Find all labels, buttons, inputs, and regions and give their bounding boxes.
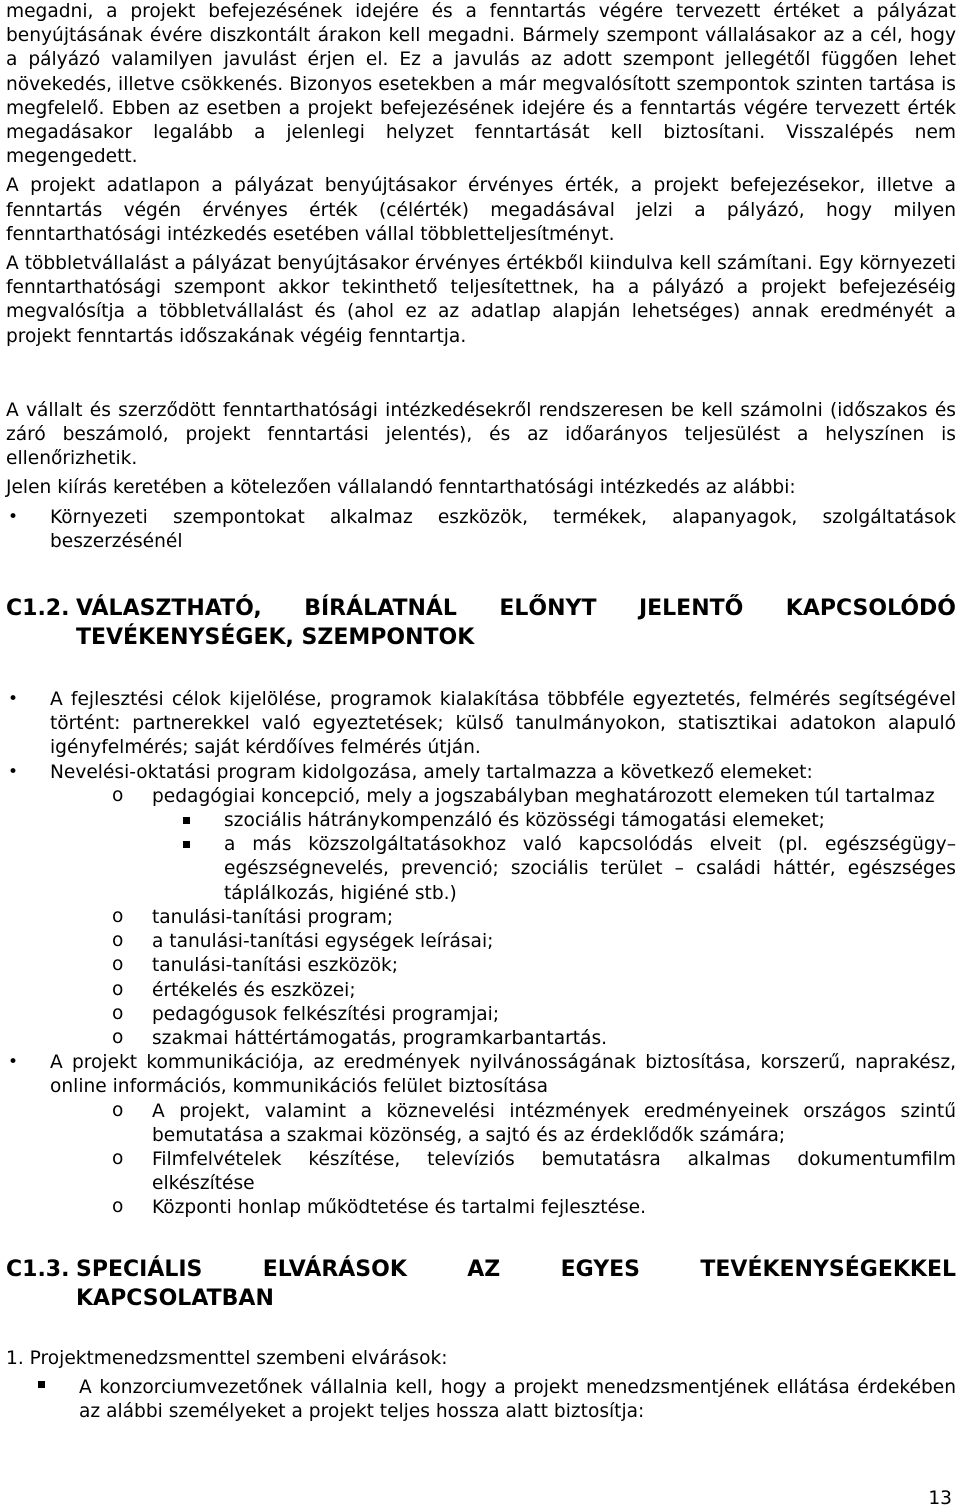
bullet-marker: • [8,689,19,710]
sub-marker: o [112,954,124,976]
section-number: C1.2. [6,596,70,622]
sub-list-item [112,1027,956,1051]
list-item-text: szakmai háttértámogatás, programkarbantartás. [152,1027,608,1049]
sub-marker: o [112,784,124,806]
bullet-marker: • [8,1052,19,1073]
list-item-text: A projekt, valamint a köznevelési intézmények eredményeinek országos szintű bemutatása a szakmai közönség, a sajtó és az érdeklődők számára; [152,1100,956,1146]
paragraph-beszamolo: A vállalt és szerződött fenntarthatósági intézkedésekről rendszeresen be kell számolni (időszakos és záró beszámoló, projekt fenntartási jelentés), és az időarányos teljesülést a helyszínen is ellenőrizhetik. [6,399,956,470]
bullet-marker: • [8,761,19,782]
list-item-text: A projekt kommunikációja, az eredmények nyilvánosságának biztosítása, korszerű, naprakész, online információs, kommunikációs felület biztosítása [50,1052,956,1098]
section-title: VÁLASZTHATÓ, BÍRÁLATNÁL ELŐNYT JELENTŐ KAPCSOLÓDÓ TEVÉKENYSÉGEK, SZEMPONTOK [76,596,956,651]
paragraph-kotelezo: Jelen kiírás keretében a kötelezően vállalandó fenntarthatósági intézkedés az alábbi: [6,477,796,499]
list-item-text: a más közszolgáltatásokhoz való kapcsolódás elveit (pl. egészségügy–egészségnevelés, prevenció; szociális terület – családi háttér, egészséges táplálkozás, higiéné stb.) [224,834,956,904]
square-marker [183,833,224,906]
section-number: C1.3. [6,1256,70,1282]
list-item-text: tanulási-tanítási program; [152,906,394,928]
sub-list-item [112,1003,956,1027]
sub-marker: o [112,1026,124,1048]
list-item-text: Filmfelvételek készítése, televíziós bemutatásra alkalmas dokumentumfilm elkészítése [152,1148,956,1195]
bullet-marker: • [8,506,19,527]
sub-marker: o [112,905,124,927]
square-marker [183,809,224,833]
page-number: 13 [928,1488,952,1509]
list-item-text: pedagógusok felkészítési programjai; [152,1003,500,1025]
sub-marker: o [112,1147,124,1169]
list-intro: 1. Projektmenedzsmenttel szembeni elvárások: [6,1347,448,1369]
list-item-text: Környezeti szempontokat alkalmaz eszközök, termékek, alapanyagok, szolgáltatások beszerzésénél [50,506,956,552]
sub-marker: o [112,1099,124,1121]
section-title: SPECIÁLIS ELVÁRÁSOK AZ EGYES TEVÉKENYSÉGEKKEL KAPCSOLATBAN [76,1256,956,1311]
list-item [6,506,956,554]
list-item-text: Központi honlap működtetése és tartalmi fejlesztése. [152,1197,647,1219]
sub-list-item [112,1196,956,1220]
list-item-text: értékelés és eszközei; [152,979,356,1001]
sub-list-item [112,954,956,978]
list-item-text: A fejlesztési célok kijelölése, programok kialakítása többféle egyeztetés, felmérés segítségével történt: partnerekkel való egyeztetések; külső tanulmányokon, statisztikai adatokon alapuló igényfelmérés; saját kérdőíves felmérés útján. [50,689,956,759]
sub-marker: o [112,930,124,952]
sub-marker: o [112,1196,124,1218]
list-item-text: pedagógiai koncepció, mely a jogszabályban meghatározott elemeken túl tartalmaz [152,785,935,807]
list-item [6,1051,956,1099]
paragraph-intro: megadni, a projekt befejezésének idejére és a fenntartás végére tervezett értéket a pályázat benyújtásának évére diszkontált árakon kell megadni. Bármely szempont vállalásakor az a cél, hogy a pályázó valamilyen javulást érjen el. Ez a javulás az adott szempont jellegétől függően lehet növekedés, illetve csökkenés. Bizonyos esetekben a már megvalósított szempontok szinten tartása is megfelelő. Ebben az esetben a projekt befejezésének idejére és a fenntartás végére tervezett érték megadásakor legalább a jelenlegi helyzet fenntartását kell biztosítani. Visszalépés nem megengedett. [6,1,956,168]
list-item [6,761,956,785]
list-item-text: Nevelési-oktatási program kidolgozása, amely tartalmazza a következő elemeket: [50,761,813,783]
sub-list-item [112,785,956,809]
document-page [6,0,956,1424]
sub-marker: o [112,978,124,1000]
section-heading-c12 [6,594,956,652]
list-item-text: a tanulási-tanítási egységek leírásai; [152,931,494,953]
list-item [6,1376,956,1424]
paragraph-tobbletvallalas: A többletvállalást a pályázat benyújtásakor érvényes értékből kiindulva kell számítani. Egy környezeti fenntarthatósági szempont akkor tekinthető teljesítettnek, ha a pályázó a projekt befejezéséig megvalósítja a többletvállalást és (ahol ez az adatlap alapján lehetséges) annak eredményét a projekt fenntartás időszakának végéig fenntartja. [6,253,956,347]
list-item-text: A konzorciumvezetőnek vállalnia kell, hogy a projekt menedzsmentjének ellátása érdekében az alábbi személyeket a projekt teljes hossza alatt biztosítja: [79,1376,956,1422]
sub-list-item [112,979,956,1003]
list-item-text: tanulási-tanítási eszközök; [152,955,398,977]
list-item [6,688,956,761]
paragraph-adatlap: A projekt adatlapon a pályázat benyújtásakor érvényes érték, a projekt befejezésekor, illetve a fenntartás végén érvényes érték (célérték) megadásával jelzi a pályázó, hogy milyen fenntarthatósági intézkedés esetében vállal többletteljesítményt. [6,175,956,245]
sub-sub-list-item [183,833,956,906]
sub-sub-list-item [183,809,956,833]
sub-list-item [112,1148,956,1196]
section-heading-c13 [6,1255,956,1313]
sub-list-item [112,930,956,954]
sub-list-item [112,1100,956,1148]
sub-list-item [112,906,956,930]
list-item-text: szociális hátránykompenzáló és közösségi támogatási elemeket; [224,810,825,832]
sub-marker: o [112,1002,124,1024]
square-marker [6,1376,79,1424]
